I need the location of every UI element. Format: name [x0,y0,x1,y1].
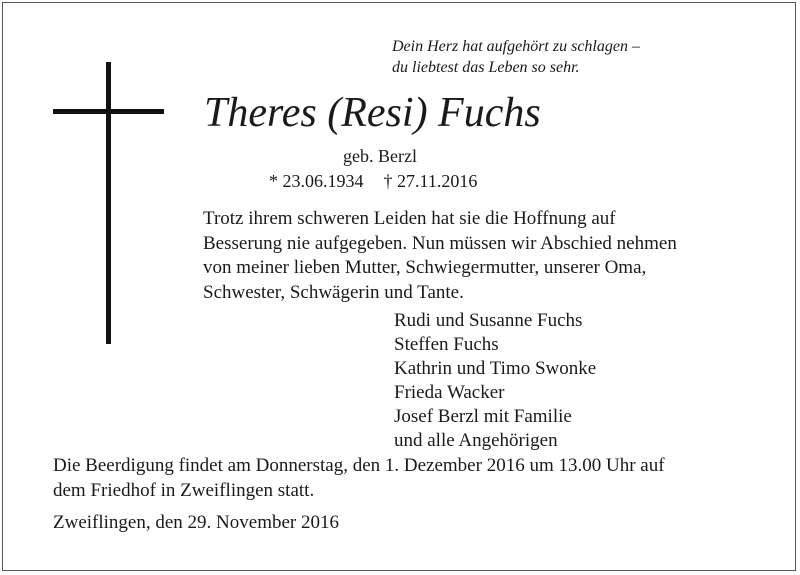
mourners-list [394,309,596,453]
motto [392,36,640,78]
cross-vertical-bar [106,62,111,344]
birth-date: * 23.06.1934 [269,171,364,191]
motto-line: du liebtest das Leben so sehr. [392,59,580,76]
death-date: † 27.11.2016 [383,171,478,191]
funeral-info [53,453,665,503]
funeral-line: dem Friedhof in Zweiflingen statt. [53,480,315,501]
life-dates [269,170,477,192]
message-line: von meiner lieben Mutter, Schwiegermutter, unserer Oma, [203,257,647,278]
message-line: Schwester, Schwägerin und Tante. [203,281,464,303]
mourner: Rudi und Susanne Fuchs [394,310,583,331]
motto-line: Dein Herz hat aufgehört zu schlagen – [392,38,640,55]
mourner: Josef Berzl mit Familie [394,406,572,427]
cross-horizontal-bar [53,109,164,114]
funeral-line: Die Beerdigung findet am Donnerstag, den 1. Dezember 2016 um 13.00 Uhr auf [53,455,665,476]
mourner: Steffen Fuchs [394,334,499,355]
place-and-date: Zweiflingen, den 29. November 2016 [53,512,339,533]
mourner: und alle Angehörigen [394,430,558,451]
mourner: Frieda Wacker [394,382,505,403]
message-line: Besserung nie aufgegeben. Nun müssen wir Abschied nehmen [203,232,677,254]
deceased-name: Theres (Resi) Fuchs [204,90,541,136]
mourner: Kathrin und Timo Swonke [394,358,597,379]
message-line: Trotz ihrem schweren Leiden hat sie die Hoffnung auf [203,208,616,229]
message [203,207,763,305]
maiden-name: geb. Berzl [343,146,417,166]
